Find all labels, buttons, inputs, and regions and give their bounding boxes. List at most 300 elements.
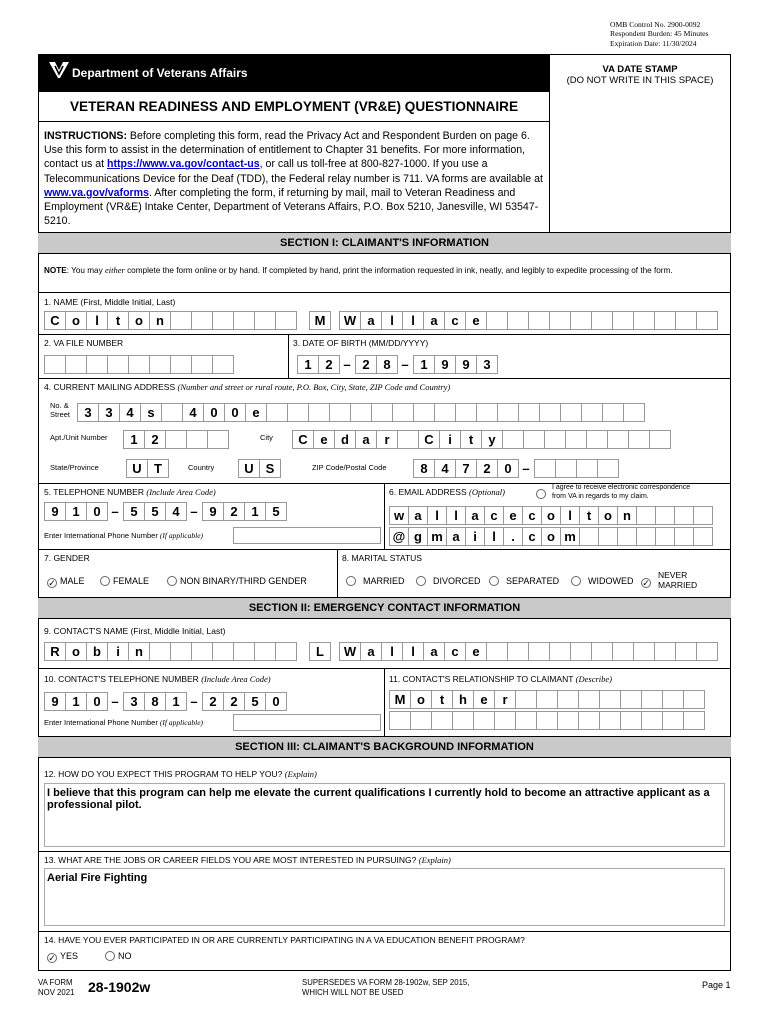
email-line-1[interactable] [389,506,712,525]
char-cell[interactable]: a [423,642,445,661]
char-cell[interactable]: 0 [86,692,108,711]
char-cell[interactable] [191,311,213,330]
char-cell[interactable] [607,430,629,449]
dob-day[interactable] [355,355,397,374]
char-cell[interactable] [591,642,613,661]
relationship-line-2[interactable] [389,711,704,730]
char-cell[interactable] [392,403,414,422]
char-cell[interactable] [65,355,87,374]
char-cell[interactable] [599,690,621,709]
char-cell[interactable] [507,642,529,661]
contact-last-name-field[interactable] [339,642,717,661]
char-cell[interactable] [544,430,566,449]
char-cell[interactable]: C [292,430,314,449]
char-cell[interactable] [149,642,171,661]
char-cell[interactable] [683,690,705,709]
char-cell[interactable]: 8 [413,459,435,478]
char-cell[interactable]: 1 [123,430,145,449]
char-cell[interactable] [515,690,537,709]
char-cell[interactable]: M [389,690,411,709]
char-cell[interactable]: . [503,527,523,546]
char-cell[interactable]: W [339,311,361,330]
char-cell[interactable]: c [522,527,542,546]
char-cell[interactable]: l [381,311,403,330]
char-cell[interactable]: o [65,642,87,661]
char-cell[interactable]: a [465,506,485,525]
char-cell[interactable] [555,459,577,478]
char-cell[interactable] [675,311,697,330]
char-cell[interactable]: 1 [413,355,435,374]
char-cell[interactable]: 8 [376,355,398,374]
marital-never-radio[interactable]: ✓ [642,578,650,588]
char-cell[interactable]: 4 [165,502,187,521]
first-name-field[interactable] [44,311,296,330]
char-cell[interactable] [528,311,550,330]
instructions [44,129,544,228]
char-cell[interactable]: 9 [44,502,66,521]
char-cell[interactable] [389,711,411,730]
char-cell[interactable] [628,430,650,449]
contact-intl-hint: (If applicable) [159,718,204,727]
relationship-line-1[interactable] [389,690,704,709]
char-cell[interactable] [674,506,694,525]
char-cell[interactable]: 1 [297,355,319,374]
q14-no-radio[interactable] [105,951,115,961]
contact-phone-prefix[interactable] [123,692,186,711]
char-cell[interactable] [329,403,351,422]
char-cell[interactable] [107,355,129,374]
char-cell[interactable]: e [465,642,487,661]
char-cell[interactable] [591,311,613,330]
char-cell[interactable] [636,506,656,525]
char-cell[interactable]: l [484,527,504,546]
char-cell[interactable] [536,690,558,709]
char-cell[interactable] [623,403,645,422]
char-cell[interactable] [371,403,393,422]
char-cell[interactable] [662,711,684,730]
zip-main[interactable] [413,459,518,478]
char-cell[interactable]: 1 [165,692,187,711]
char-cell[interactable] [212,355,234,374]
char-cell[interactable]: l [402,642,424,661]
char-cell[interactable]: w [389,506,409,525]
char-cell[interactable]: c [522,506,542,525]
char-cell[interactable] [170,642,192,661]
contact-mi-cell[interactable]: L [309,642,331,661]
char-cell[interactable] [696,642,718,661]
char-cell[interactable] [431,711,453,730]
char-cell[interactable] [86,355,108,374]
char-cell[interactable] [633,642,655,661]
char-cell[interactable]: l [427,506,447,525]
char-cell[interactable] [275,311,297,330]
char-cell[interactable] [413,403,435,422]
char-cell[interactable]: 0 [497,459,519,478]
contact-mi-field[interactable] [309,642,330,661]
char-cell[interactable]: 2 [202,692,224,711]
char-cell[interactable] [576,459,598,478]
char-cell[interactable]: 2 [223,502,245,521]
char-cell[interactable] [308,403,330,422]
char-cell[interactable]: 0 [224,403,246,422]
char-cell[interactable]: C [418,430,440,449]
char-cell[interactable]: U [238,459,260,478]
char-cell[interactable] [191,355,213,374]
char-cell[interactable]: T [147,459,169,478]
char-cell[interactable] [693,506,713,525]
contact-us-link[interactable]: https://www.va.gov/contact-us [107,158,260,171]
never-2: MARRIED [658,580,698,590]
marital-separated-option[interactable] [489,576,559,586]
char-cell[interactable] [570,311,592,330]
marital-married-option[interactable] [346,576,405,586]
char-cell[interactable]: o [598,506,618,525]
char-cell[interactable] [452,711,474,730]
char-cell[interactable] [549,642,571,661]
marital-widowed-radio[interactable] [571,576,581,586]
char-cell[interactable]: e [465,311,487,330]
char-cell[interactable] [579,527,599,546]
char-cell[interactable]: 5 [123,502,145,521]
char-cell[interactable]: 2 [144,430,166,449]
char-cell[interactable]: a [446,527,466,546]
char-cell[interactable] [693,527,713,546]
char-cell[interactable]: l [446,506,466,525]
char-cell[interactable] [641,690,663,709]
char-cell[interactable]: o [541,506,561,525]
char-cell[interactable] [254,311,276,330]
char-cell[interactable] [518,403,540,422]
char-cell[interactable] [654,642,676,661]
char-cell[interactable] [397,430,419,449]
char-cell[interactable] [674,527,694,546]
char-cell[interactable]: b [86,642,108,661]
char-cell[interactable] [675,642,697,661]
char-cell[interactable]: 1 [244,502,266,521]
char-cell[interactable]: a [423,311,445,330]
char-cell[interactable]: 9 [455,355,477,374]
char-cell[interactable] [44,355,66,374]
char-cell[interactable] [275,642,297,661]
state-field[interactable] [126,459,168,478]
char-cell[interactable] [186,430,208,449]
phone-area[interactable] [44,502,107,521]
char-cell[interactable]: a [360,642,382,661]
char-cell[interactable] [536,711,558,730]
char-cell[interactable]: t [431,690,453,709]
char-cell[interactable]: 9 [202,502,224,521]
char-cell[interactable]: 3 [98,403,120,422]
char-cell[interactable]: t [107,311,129,330]
country-field[interactable] [238,459,280,478]
char-cell[interactable]: l [381,642,403,661]
char-cell[interactable]: 9 [434,355,456,374]
char-cell[interactable] [161,403,183,422]
char-cell[interactable] [560,403,582,422]
char-cell[interactable] [207,430,229,449]
char-cell[interactable] [287,403,309,422]
char-cell[interactable] [434,403,456,422]
char-cell[interactable] [410,711,432,730]
char-cell[interactable] [636,527,656,546]
char-cell[interactable]: r [494,690,516,709]
char-cell[interactable]: 0 [86,502,108,521]
char-cell[interactable] [507,311,529,330]
char-cell[interactable]: s [140,403,162,422]
char-cell[interactable]: o [541,527,561,546]
street-field[interactable] [77,403,644,422]
stamp-note: (DO NOT WRITE IN THIS SPACE) [566,75,714,86]
char-cell[interactable] [233,642,255,661]
char-cell[interactable] [581,403,603,422]
char-cell[interactable] [620,690,642,709]
intl-phone-input[interactable] [233,527,381,544]
char-cell[interactable]: i [465,527,485,546]
q12-answer[interactable]: I believe that this program can help me elevate the current qualifications I currently hold to become an attractive applicant as a professional pilot. [44,783,725,847]
char-cell[interactable] [486,311,508,330]
char-cell[interactable] [578,690,600,709]
char-cell[interactable] [655,506,675,525]
street-label-1: No. & [50,401,69,410]
char-cell[interactable] [212,642,234,661]
char-cell[interactable] [557,711,579,730]
char-cell[interactable]: h [452,690,474,709]
char-cell[interactable] [128,355,150,374]
char-cell[interactable]: @ [389,527,409,546]
char-cell[interactable]: a [355,430,377,449]
dob-field[interactable] [297,355,497,374]
char-cell[interactable]: t [460,430,482,449]
relationship-label [389,674,612,684]
char-cell[interactable]: r [376,430,398,449]
char-cell[interactable]: 2 [223,692,245,711]
char-cell[interactable] [602,403,624,422]
char-cell[interactable] [565,430,587,449]
char-cell[interactable]: 9 [44,692,66,711]
gender-nonbinary-option[interactable] [167,576,307,586]
char-cell[interactable] [515,711,537,730]
char-cell[interactable]: c [444,642,466,661]
char-cell[interactable]: g [408,527,428,546]
char-cell[interactable] [557,690,579,709]
char-cell[interactable]: U [126,459,148,478]
char-cell[interactable] [170,355,192,374]
intl-phone-label [44,531,203,540]
char-cell[interactable]: i [107,642,129,661]
gender-male-radio[interactable]: ✓ [48,578,56,588]
marital-married-radio[interactable] [346,576,356,586]
marital-never-option[interactable] [641,576,654,588]
phone-field[interactable] [44,502,286,521]
char-cell[interactable]: 3 [123,692,145,711]
char-cell[interactable] [350,403,372,422]
char-cell[interactable] [696,311,718,330]
char-cell[interactable] [528,642,550,661]
char-cell[interactable] [654,311,676,330]
char-cell[interactable]: o [65,311,87,330]
marital-divorced-radio[interactable] [416,576,426,586]
char-cell[interactable]: 4 [182,403,204,422]
char-cell[interactable]: l [560,506,580,525]
char-cell[interactable]: 5 [244,692,266,711]
char-cell[interactable]: e [473,690,495,709]
char-cell[interactable] [455,403,477,422]
marital-separated-radio[interactable] [489,576,499,586]
char-cell[interactable]: 5 [265,502,287,521]
char-cell[interactable]: i [439,430,461,449]
char-cell[interactable] [578,711,600,730]
char-cell[interactable]: l [402,311,424,330]
char-cell[interactable]: 2 [355,355,377,374]
middle-initial-field[interactable] [309,311,330,330]
char-cell[interactable] [620,711,642,730]
char-cell[interactable]: 0 [265,692,287,711]
char-cell[interactable]: 4 [434,459,456,478]
char-cell[interactable]: n [617,506,637,525]
char-cell[interactable]: o [410,690,432,709]
char-cell[interactable]: m [427,527,447,546]
char-cell[interactable]: e [503,506,523,525]
q13-answer[interactable]: Aerial Fire Fighting [44,868,725,926]
char-cell[interactable]: e [313,430,335,449]
phone-line[interactable] [202,502,286,521]
contact-phone-area[interactable] [44,692,107,711]
q14-no-option[interactable] [105,951,132,961]
char-cell[interactable]: R [44,642,66,661]
last-name-field[interactable] [339,311,717,330]
char-cell[interactable] [494,711,516,730]
va-file-number-field[interactable] [44,355,233,374]
apt-field[interactable] [123,430,228,449]
zip-label: ZIP Code/Postal Code [312,463,387,472]
gender-female-option[interactable] [100,576,149,586]
char-cell[interactable] [170,311,192,330]
dob-label: 3. DATE OF BIRTH (MM/DD/YYYY) [293,338,429,348]
char-cell[interactable] [617,527,637,546]
char-cell[interactable] [476,403,498,422]
char-cell[interactable]: c [484,506,504,525]
char-cell[interactable]: t [579,506,599,525]
char-cell[interactable]: l [86,311,108,330]
city-field[interactable] [292,430,670,449]
char-cell[interactable] [497,403,519,422]
char-cell[interactable]: 7 [455,459,477,478]
marital-divorced-option[interactable] [416,576,481,586]
char-cell[interactable]: 3 [77,403,99,422]
phone-prefix[interactable] [123,502,186,521]
contact-intl-input[interactable] [233,714,381,731]
char-cell[interactable] [570,642,592,661]
char-cell[interactable]: 3 [476,355,498,374]
char-cell[interactable]: 2 [476,459,498,478]
char-cell[interactable]: 2 [318,355,340,374]
middle-initial-cell[interactable]: M [309,311,331,330]
char-cell[interactable]: 1 [65,502,87,521]
gender-nonbinary-radio[interactable] [167,576,177,586]
char-cell[interactable]: S [259,459,281,478]
char-cell[interactable] [534,459,556,478]
char-cell[interactable] [655,527,675,546]
q12-text: 12. HOW DO YOU EXPECT THIS PROGRAM TO HELP YOU? [44,769,283,779]
char-cell[interactable] [502,430,524,449]
vaforms-link[interactable]: www.va.gov/vaforms [44,186,149,199]
gender-female-radio[interactable] [100,576,110,586]
char-cell[interactable] [641,711,663,730]
marital-never-text [658,570,697,590]
char-cell[interactable]: C [44,311,66,330]
dob-year[interactable] [413,355,497,374]
char-cell[interactable]: 1 [65,692,87,711]
va-logo-icon [48,60,70,80]
contact-phone-line[interactable] [202,692,286,711]
char-cell[interactable] [191,642,213,661]
char-cell[interactable] [597,459,619,478]
dob-dash-1: – [343,357,351,372]
contact-first-name-field[interactable] [44,642,296,661]
address-label [44,382,450,392]
q14-yes-option[interactable] [47,951,78,963]
char-cell[interactable]: m [560,527,580,546]
gender-male-option[interactable] [47,576,85,588]
char-cell[interactable] [486,642,508,661]
char-cell[interactable]: 4 [119,403,141,422]
char-cell[interactable] [612,642,634,661]
char-cell[interactable]: y [481,430,503,449]
char-cell[interactable]: n [128,642,150,661]
char-cell[interactable]: n [149,311,171,330]
char-cell[interactable] [165,430,187,449]
char-cell[interactable] [149,355,171,374]
char-cell[interactable] [633,311,655,330]
char-cell[interactable] [254,642,276,661]
char-cell[interactable]: c [444,311,466,330]
char-cell[interactable] [523,430,545,449]
char-cell[interactable] [233,311,255,330]
char-cell[interactable] [586,430,608,449]
char-cell[interactable] [649,430,671,449]
char-cell[interactable] [549,311,571,330]
dob-month[interactable] [297,355,339,374]
email-consent-radio[interactable] [536,489,546,499]
gender-male-text: MALE [60,576,85,586]
contact-phone-field[interactable] [44,692,286,711]
email-line-2[interactable] [389,527,712,546]
char-cell[interactable]: e [245,403,267,422]
marital-widowed-option[interactable] [571,576,634,586]
char-cell[interactable] [662,690,684,709]
char-cell[interactable] [612,311,634,330]
char-cell[interactable] [599,711,621,730]
char-cell[interactable] [683,711,705,730]
char-cell[interactable] [598,527,618,546]
char-cell[interactable] [539,403,561,422]
q14-yes-radio[interactable]: ✓ [48,953,56,963]
char-cell[interactable] [266,403,288,422]
char-cell[interactable]: a [360,311,382,330]
char-cell[interactable]: d [334,430,356,449]
zip-field[interactable] [413,459,618,478]
char-cell[interactable]: a [408,506,428,525]
char-cell[interactable]: 0 [203,403,225,422]
char-cell[interactable]: 8 [144,692,166,711]
char-cell[interactable] [473,711,495,730]
dob-dash-2: – [401,357,409,372]
char-cell[interactable] [212,311,234,330]
char-cell[interactable]: o [128,311,150,330]
char-cell[interactable]: 5 [144,502,166,521]
char-cell[interactable]: W [339,642,361,661]
zip-plus4[interactable] [534,459,618,478]
